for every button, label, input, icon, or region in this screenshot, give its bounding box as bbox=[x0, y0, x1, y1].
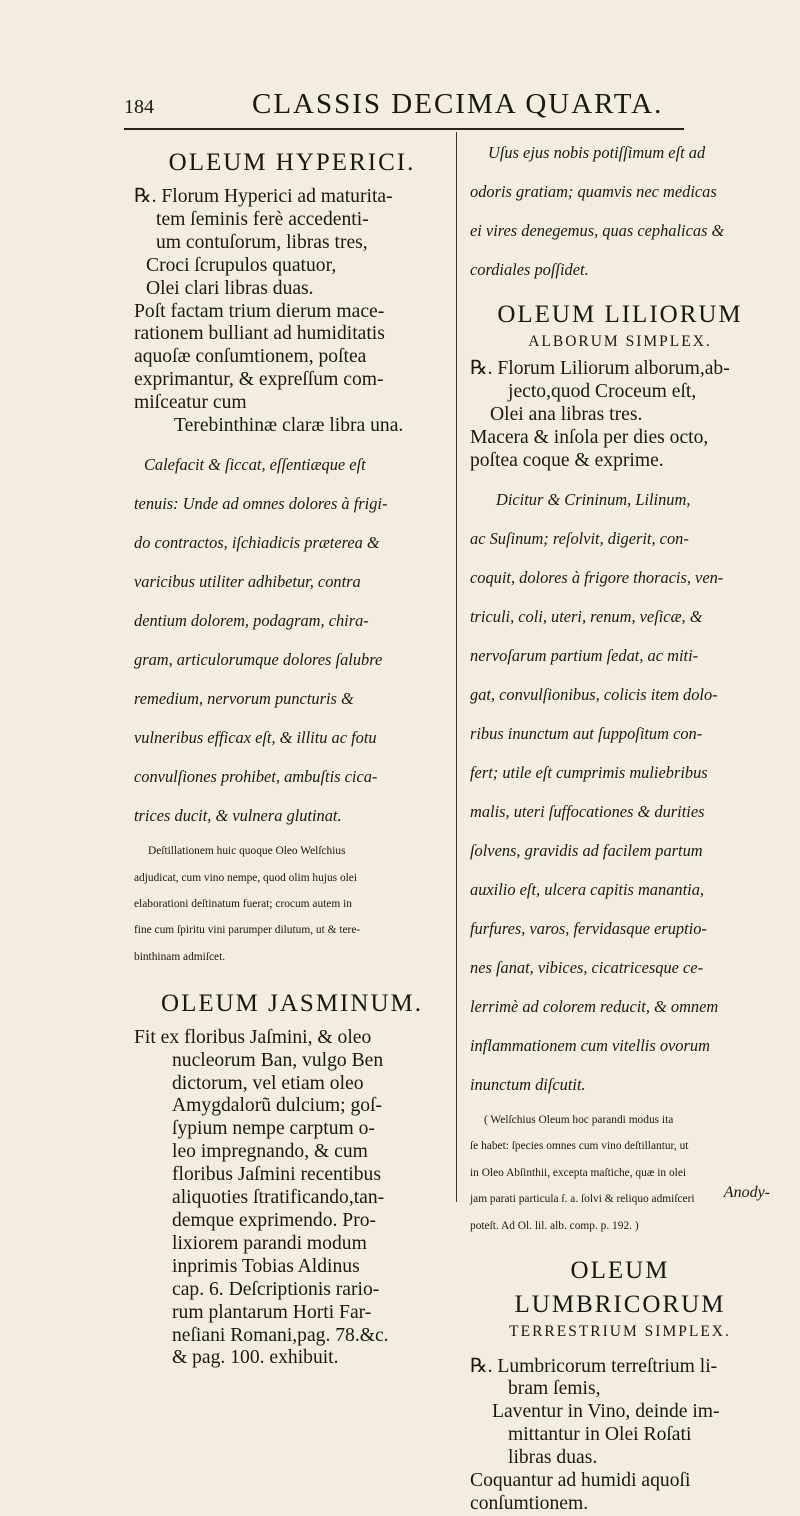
text-line: Amygdalorũ dulcium; goſ- bbox=[172, 1095, 383, 1117]
usage-line: ribus inunctum aut ſuppoſitum con- bbox=[470, 724, 703, 744]
recipe-line: tem ſeminis ferè accedenti- bbox=[156, 208, 369, 230]
recipe-hyperici bbox=[134, 186, 450, 438]
note-line: poteſt. Ad Ol. lil. alb. comp. p. 192. ) bbox=[470, 1219, 639, 1232]
text-line: leo impregnando, & cum bbox=[172, 1141, 368, 1163]
text-line: lixiorem parandi modum bbox=[172, 1232, 367, 1254]
usage-line: auxilio eſt, ulcera capitis manantia, bbox=[470, 880, 704, 900]
note-hyperici bbox=[134, 844, 450, 965]
usage-line: ſolvens, gravidis ad facilem partum bbox=[470, 841, 703, 861]
usage-line: Dicitur & Crininum, Lilinum, bbox=[496, 490, 691, 510]
text-line: demque exprimendo. Pro- bbox=[172, 1210, 377, 1232]
running-title: CLASSIS DECIMA QUARTA. bbox=[252, 88, 664, 120]
recipe-line: ℞. Florum Hyperici ad maturita- bbox=[134, 186, 393, 207]
usage-line: lerrimè ad colorem reducit, & omnem bbox=[470, 997, 719, 1017]
page-number: 184 bbox=[124, 96, 154, 118]
usage-line: remedium, nervorum puncturis & bbox=[134, 689, 354, 709]
section-title-jasminum: OLEUM JASMINUM. bbox=[161, 989, 423, 1017]
usage-line: coquit, dolores à frigore thoracis, ven- bbox=[470, 568, 724, 588]
section-title-lumbricorum: OLEUM LUMBRICORUM bbox=[514, 1256, 726, 1318]
note-line: fine cum ſpiritu vini parumper dilutum, ut & tere- bbox=[134, 924, 361, 937]
running-header bbox=[124, 88, 680, 122]
usage-line: trices ducit, & vulnera glutinat. bbox=[134, 806, 342, 826]
usage-line: nes ſanat, vibices, cicatricesque ce- bbox=[470, 958, 704, 978]
text-line: floribus Jaſmini recentibus bbox=[172, 1164, 381, 1186]
recipe-line: Macera & inſola per dies octo, bbox=[470, 427, 709, 449]
usus-jasmini bbox=[470, 142, 770, 282]
text-line: inprimis Tobias Aldinus bbox=[172, 1255, 360, 1277]
usage-line: dentium dolorem, podagram, chira- bbox=[134, 611, 369, 631]
recipe-line: um contuſorum, libras tres, bbox=[156, 231, 368, 253]
recipe-liliorum bbox=[470, 358, 770, 473]
usage-line: triculi, coli, uteri, renum, veſicæ, & bbox=[470, 607, 703, 627]
note-line: Deſtillationem huic quoque Oleo Welſchius bbox=[148, 845, 346, 858]
recipe-line: Croci ſcrupulos quatuor, bbox=[146, 254, 337, 276]
right-column bbox=[470, 126, 770, 1516]
usus-line: ei vires denegemus, quas cephalicas & bbox=[470, 221, 725, 241]
usage-line: malis, uteri ſuffocationes & durities bbox=[470, 802, 705, 822]
usus-line: Uſus ejus nobis potiſſimum eſt ad bbox=[488, 143, 706, 163]
recipe-line: Laventur in Vino, deinde im- bbox=[492, 1401, 720, 1423]
note-line: binthinam admiſcet. bbox=[134, 950, 226, 963]
usage-line: varicibus utiliter adhibetur, contra bbox=[134, 572, 361, 592]
recipe-line: Olei clari libras duas. bbox=[146, 277, 314, 299]
section-title-liliorum: OLEUM LILIORUM bbox=[497, 301, 743, 329]
text-line: dictorum, vel etiam oleo bbox=[172, 1072, 364, 1094]
note-liliorum bbox=[470, 1113, 770, 1234]
recipe-line: exprimantur, & expreſſum com- bbox=[134, 369, 384, 391]
usage-line: nervoſarum partium ſedat, ac miti- bbox=[470, 646, 699, 666]
usage-hyperici bbox=[134, 454, 450, 827]
recipe-line: jecto,quod Croceum eſt, bbox=[508, 381, 697, 403]
usage-line: inunctum diſcutit. bbox=[470, 1075, 586, 1095]
note-line: in Oleo Abſinthii, excepta maſtiche, quæ in olei bbox=[470, 1166, 687, 1179]
usage-liliorum bbox=[470, 489, 770, 1096]
recipe-line: bram ſemis, bbox=[508, 1378, 601, 1400]
usage-line: do contractos, iſchiadicis præterea & bbox=[134, 533, 380, 553]
recipe-line: libras duas. bbox=[508, 1447, 598, 1469]
note-line: adjudicat, cum vino nempe, quod olim hujus olei bbox=[134, 871, 358, 884]
usus-line: cordiales poſſidet. bbox=[470, 260, 589, 280]
text-line: aliquoties ſtratificando,tan- bbox=[172, 1187, 385, 1209]
catchword: Anody- bbox=[723, 1184, 770, 1201]
text-jasminum bbox=[134, 1027, 450, 1371]
section-title-hyperici: OLEUM HYPERICI. bbox=[168, 149, 416, 176]
recipe-line: mittantur in Olei Roſati bbox=[508, 1424, 692, 1446]
section-subtitle-liliorum: ALBORUM SIMPLEX. bbox=[528, 333, 712, 351]
usage-line: inflammationem cum vitellis ovorum bbox=[470, 1036, 710, 1056]
left-column bbox=[134, 138, 450, 1370]
usus-line: odoris gratiam; quamvis nec medicas bbox=[470, 182, 717, 202]
text-line: & pag. 100. exhibuit. bbox=[172, 1347, 339, 1369]
usage-line: Calefacit & ſiccat, eſſentiæque eſt bbox=[144, 455, 366, 475]
column-divider bbox=[456, 132, 457, 1202]
usage-line: convulſiones prohibet, ambuſtis cica- bbox=[134, 767, 378, 787]
recipe-line: miſceatur cum bbox=[134, 392, 247, 414]
text-line: cap. 6. Deſcriptionis rario- bbox=[172, 1278, 380, 1300]
text-line: rum plantarum Horti Far- bbox=[172, 1301, 372, 1323]
usage-line: ac Suſinum; reſolvit, digerit, con- bbox=[470, 529, 689, 549]
usage-line: fert; utile eſt cumprimis muliebribus bbox=[470, 763, 708, 783]
usage-line: gat, convulſionibus, colicis item dolo- bbox=[470, 685, 718, 705]
text-line: ſypium nempe carptum o- bbox=[172, 1118, 375, 1140]
note-line: jam parati particula ſ. a. ſolvi & reliquo admiſceri bbox=[470, 1193, 695, 1206]
usage-line: tenuis: Unde ad omnes dolores à frigi- bbox=[134, 494, 388, 514]
recipe-line: Olei ana libras tres. bbox=[490, 404, 643, 426]
recipe-line: ℞. Lumbricorum terreſtrium li- bbox=[470, 1355, 718, 1377]
note-line: ſe habet: ſpecies omnes cum vino deſtillantur, ut bbox=[470, 1140, 689, 1153]
usage-line: furfures, varos, fervidasque eruptio- bbox=[470, 919, 707, 939]
usage-line: vulneribus efficax eſt, & illitu ac fotu bbox=[134, 728, 377, 748]
recipe-line: poſtea coque & exprime. bbox=[470, 449, 664, 471]
recipe-line: conſumtionem. bbox=[470, 1493, 589, 1514]
recipe-line: Coquantur ad humidi aquoſi bbox=[470, 1470, 691, 1492]
recipe-line: Poſt factam trium dierum mace- bbox=[134, 300, 385, 322]
usage-line: gram, articulorumque dolores ſalubre bbox=[134, 650, 383, 670]
recipe-line: aquoſæ conſumtionem, poſtea bbox=[134, 346, 367, 368]
recipe-lumbricorum bbox=[470, 1356, 770, 1516]
text-line: nucleorum Ban, vulgo Ben bbox=[172, 1049, 384, 1071]
note-line: ( Welſchius Oleum hoc parandi modus ita bbox=[484, 1114, 674, 1126]
recipe-line: rationem bulliant ad humiditatis bbox=[134, 323, 385, 345]
text-line: neſiani Romani,pag. 78.&c. bbox=[172, 1324, 389, 1346]
note-line: elaborationi deſtinatum fuerat; crocum autem in bbox=[134, 897, 352, 910]
text-line: Fit ex floribus Jaſmini, & oleo bbox=[134, 1026, 372, 1048]
section-subtitle-lumbricorum: TERRESTRIUM SIMPLEX. bbox=[509, 1322, 731, 1340]
recipe-line: ℞. Florum Liliorum alborum,ab- bbox=[470, 358, 730, 380]
recipe-line: Terebinthinæ claræ libra una. bbox=[174, 415, 404, 437]
